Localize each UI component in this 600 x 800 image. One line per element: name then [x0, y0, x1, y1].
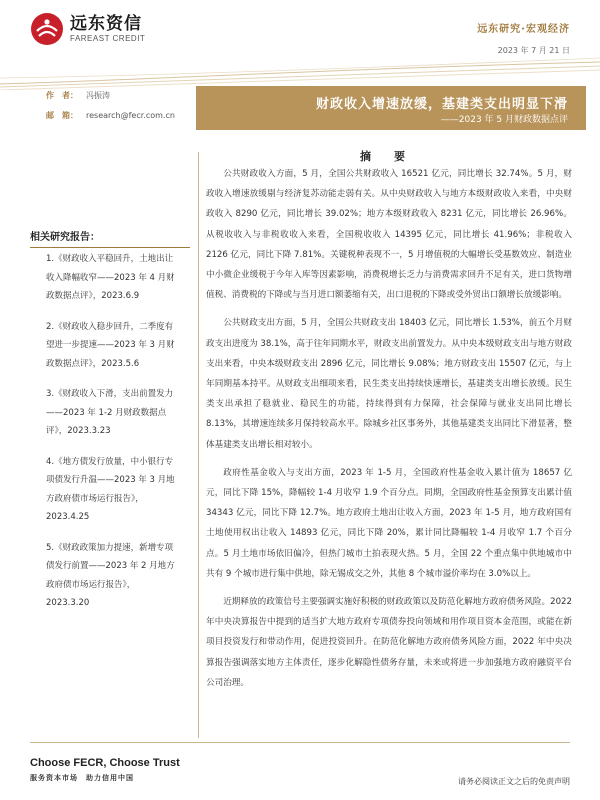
author-name: 冯振涛 — [86, 91, 110, 100]
summary-paragraph: 近期释放的政策信号主要强调实施好积极的财政政策以及防范化解地方政府债务风险。2022 年中央决算报告中提到的适当扩大地方政府专项债券投向领域和用作项目资本金范围，或能在新项目投资发行和带动作用，促进投资回升。在防范化解地方政府债务风险方面，2022 年中央决算报告强调落实地方主体责任，逐步化解隐性债务存量，未来或将进一步加强地方政府融资平台公司治理。 — [206, 597, 572, 688]
related-report-item[interactable]: 5.《财政政策加力提速，新增专项债发行前置——2023 年 2 月地方政府债市场运行报告》，2023.3.20 — [46, 542, 175, 608]
related-reports-list — [46, 250, 178, 625]
email-line — [46, 110, 175, 121]
report-category: 远东研究·宏观经济 — [477, 24, 570, 35]
summary-body — [206, 164, 572, 701]
summary-paragraph: 政府性基金收入与支出方面，2023 年 1-5 月，全国政府性基金收入累计值为 18657 亿元，同比下降 15%，降幅较 1-4 月收窄 1.9 个百分点。同期，全国政府性基金预算支出累计值 34343 亿元，同比下降 12.7%。地方政府土地出让收入方面，2023 年 1-5 月，地方政府国有土地使用权出让收入 14893 亿元，同比下降 20%，累计同比降幅较 1-4 月收窄 1.7 个百分点。5 月土地市场依旧偏冷，但热门城市土拍表现火热。5 月，全国 22 个重点集中供地城市中共有 9 个城市进行集中供地，除无锡成交之外，其他 8 个城市溢价率均在 3.0%以上。 — [206, 467, 572, 579]
column-divider — [198, 152, 199, 738]
footer-slogan-en: Choose FECR, Choose Trust — [30, 757, 180, 769]
report-date: 2023 年 7 月 21 日 — [497, 46, 570, 55]
related-report-item[interactable]: 2.《财政收入稳步回升，二季度有望进一步提速——2023 年 3 月财政数据点评》，2023.5.6 — [46, 321, 175, 369]
author-label: 作 者： — [46, 91, 78, 100]
brand-name-cn: 远东资信 — [70, 14, 142, 34]
footer-disclaimer: 请务必阅读正文之后的免责声明 — [458, 777, 570, 786]
footer-divider — [30, 742, 570, 743]
summary-paragraph: 公共财政支出方面，5 月，全国公共财政支出 18403 亿元，同比增长 1.53%，前五个月财政支出进度为 38.1%，高于往年同期水平，财政支出前置发力。从中央本级财政支出与地方财政支出来看，中央本级财政支出 2896 亿元，同比增长 9.08%；地方财政支出 15507 亿元，与上年同期基本持平。从财政支出细项来看，民生类支出持续快速增长，基建类支出增长放缓。民生类支出承担了稳就业、稳民生的功能，持续得到有力保障，社会保障与就业支出同比增长 8.13%，其增速连续多月保持较高水平。除城乡社区事务外，其他基建类支出同比下滑显著，整体基建类支出增长相对较小。 — [206, 318, 572, 450]
report-title-banner — [196, 86, 586, 130]
report-subtitle: ——2023 年 5 月财政数据点评 — [440, 115, 568, 125]
related-report-item[interactable]: 1.《财政收入平稳回升，土地出让收入降幅收窄——2023 年 4 月财政数据点评》，2023.6.9 — [46, 254, 175, 301]
summary-paragraph: 公共财政收入方面，5 月，全国公共财政收入 16521 亿元，同比增长 32.74%。5 月，财政收入增速放缓剔与经济复苏动能走弱有关。从中央财政收入与地方本级财政收入来看，中央财政收入 8290 亿元，同比增长 39.02%；地方本级财政收入 8231 亿元，同比增长 26.96%。从税收收入与非税收收入来看，全国税收收入 14395 亿元，同比增长 41.96%；非税收入 2126 亿元，同比下降 7.81%。关键税种表现不一，5 月增值税的大幅增长受基数效应、制造业中小微企业缓税于今年入库等因素影响，消费税增长乏力与消费需求回升不足有关，进口货物增值税、消费税的下降或与当月进口额萎缩有关，出口退税的下降或受外贸出口额增长放缓影响。 — [206, 169, 572, 301]
report-title: 财政收入增速放缓，基建类支出明显下滑 — [315, 97, 568, 112]
email-label: 邮 箱： — [46, 111, 78, 120]
email-link[interactable]: research@fecr.com.cn — [86, 111, 175, 120]
summary-title: 摘 要 — [360, 150, 411, 163]
brand-name-en: FAREAST CREDIT — [70, 34, 146, 43]
footer-slogan-cn: 服务资本市场 助力信用中国 — [30, 774, 134, 782]
author-line — [46, 90, 110, 101]
decorative-waves — [0, 40, 600, 90]
related-report-item[interactable]: 3.《财政收入下滑，支出前置发力——2023 年 1-2 月财政数据点评》，2023.3.23 — [46, 389, 174, 436]
related-report-item[interactable]: 4.《地方债发行放量，中小银行专项债发行升温——2023 年 3 月地方政府债市场运行报告》，2023.4.25 — [46, 456, 175, 522]
related-reports-heading: 相关研究报告： — [30, 228, 190, 248]
